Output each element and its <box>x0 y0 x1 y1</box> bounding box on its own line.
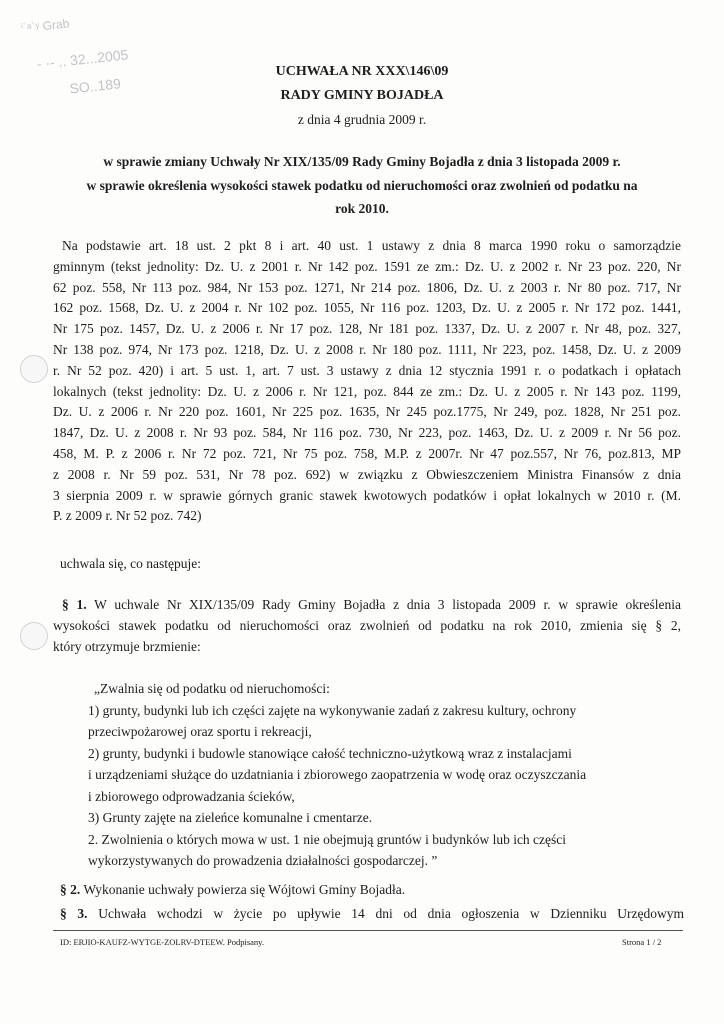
section-1-line-1 <box>53 594 681 615</box>
quote-line: 1) grunty, budynki lub ich części zajęte na wykonywanie zadań z zakresu kultury, ochrony <box>88 702 577 718</box>
basis-line: 162 poz. 1568, Dz. U. z 2004 r. Nr 102 poz. 1055, Nr 116 poz. 1203, Dz. U. z 2005 r. Nr 172 poz. 1441, <box>53 300 681 316</box>
quote-line: przeciwpożarowej oraz sportu i rekreacji, <box>88 724 312 739</box>
basis-line: 1847, Dz. U. z 2008 r. Nr 93 poz. 584, Nr 116 poz. 730, Nr 223, poz. 1463, Dz. U. z 2009 r. Nr 56 poz. <box>53 425 681 441</box>
stamp-line-2: - ·- .. 32...2005 <box>35 46 129 72</box>
section-1-line: wysokości stawek podatku od nieruchomości oraz zwolnień od podatku na rok 2010, zmienia się § 2, <box>53 618 681 633</box>
subject-line-2: w sprawie określenia wysokości stawek podatku od nieruchomości oraz zwolnień od podatku na <box>86 178 638 193</box>
basis-line: Dz. U. z 2006 r. Nr 220 poz. 1601, Nr 225 poz. 1635, Nr 245 poz.1775, Nr 249, poz. 1828, Nr 251 poz. <box>53 404 681 420</box>
document-id: ID: ERJIO-KAUFZ-WYTGE-ZOLRV-DTEEW. Podpisany. <box>60 937 265 947</box>
page-number: Strona 1 / 2 <box>622 937 662 947</box>
section-2 <box>60 882 684 898</box>
basis-line: 458, M. P. z 2006 r. Nr 72 poz. 721, Nr 75 poz. 758, M.P. z 2007r. Nr 47 poz.557, Nr 76, poz.813, MP <box>53 445 681 461</box>
quote-line: „Zwalnia się od podatku od nieruchomości: <box>94 681 330 696</box>
quote-line: 3) Grunty zajęte na zieleńce komunalne i cmentarze. <box>88 810 373 825</box>
footer-divider <box>53 930 683 931</box>
section-3 <box>60 906 684 922</box>
stamp-line-3: SO..189 <box>68 75 122 97</box>
basis-line: Nr 138 poz. 974, Nr 173 poz. 1218, Dz. U. z 2008 r. Nr 180 poz. 1111, Nr 223, poz. 1458, Dz. U. z 2009 <box>53 341 681 357</box>
section-3-text: Uchwała wchodzi w życie po upływie 14 dni od dnia ogłoszenia w Dzienniku Urzędowym <box>87 906 684 921</box>
section-3-mark: § 3. <box>60 906 88 921</box>
quote-line: 2) grunty, budynki i budowle stanowiące całość techniczno-użytkową wraz z instalacjami <box>88 745 572 761</box>
basis-line: z 2008 r. Nr 59 poz. 531, Nr 78 poz. 692) w związku z Obwieszczeniem Ministra Finansów z dnia <box>53 466 681 482</box>
section-1 <box>53 594 681 657</box>
section-2-mark: § 2. <box>60 882 81 897</box>
stamp-line-1: ⁱ˙ᵃ˙ʸ Grab <box>20 16 70 36</box>
resolution-title: UCHWAŁA NR XXX\146\09 <box>275 64 449 79</box>
basis-line: Na podstawie art. 18 ust. 2 pkt 8 i art. 40 ust. 1 ustawy z dnia 8 marca 1990 roku o samorządzie <box>62 238 681 253</box>
quote-line: i zbiorowego odprowadzania ścieków, <box>88 788 295 804</box>
resolves-statement: uchwala się, co następuje: <box>60 556 201 571</box>
basis-line: r. Nr 52 poz. 420) i art. 5 ust. 1, art. 7 ust. 3 ustawy z dnia 12 stycznia 1991 r. o podatkach i opłatach <box>53 362 681 378</box>
punch-hole <box>20 355 48 383</box>
basis-line: P. z 2009 r. Nr 52 poz. 742) <box>53 508 202 524</box>
quote-line: wykorzystywanych do prowadzenia działalności gospodarczej. ” <box>88 853 438 868</box>
basis-line: 3 sierpnia 2009 r. w sprawie górnych granic stawek kwotowych podatków i opłat lokalnych w 2010 r. (M. <box>53 487 681 503</box>
basis-line: Nr 175 poz. 1457, Dz. U. z 2006 r. Nr 17 poz. 128, Nr 181 poz. 1337, Dz. U. z 2007 r. Nr 48, poz. 327, <box>53 321 681 337</box>
basis-line: 62 poz. 558, Nr 113 poz. 984, Nr 153 poz. 1271, Nr 214 poz. 1806, Dz. U. z 2003 r. Nr 80 poz. 717, Nr <box>53 279 681 295</box>
subject-line-1: w sprawie zmiany Uchwały Nr XIX/135/09 Rady Gminy Bojadła z dnia 3 listopada 2009 r. <box>103 154 621 169</box>
subject-line-3: rok 2010. <box>335 201 389 216</box>
punch-hole <box>20 622 48 650</box>
section-1-line: który otrzymuje brzmienie: <box>53 639 201 654</box>
section-1-mark: § 1. <box>62 597 87 612</box>
basis-line: lokalnych (tekst jednolity: Dz. U. z 2006 r. Nr 121, poz. 844 ze zm.: Dz. U. z 2005 r. Nr 143 poz. 1199, <box>53 383 681 399</box>
council-name: RADY GMINY BOJADŁA <box>280 88 444 103</box>
resolution-date: z dnia 4 grudnia 2009 r. <box>297 112 427 127</box>
section-2-text: Wykonanie uchwały powierza się Wójtowi Gminy Bojadła. <box>80 882 406 897</box>
quote-line: 2. Zwolnienia o których mowa w ust. 1 nie obejmują gruntów i budynków lub ich części <box>88 831 567 847</box>
legal-basis-paragraph <box>53 236 681 527</box>
section-1-text: W uchwale Nr XIX/135/09 Rady Gminy Bojadła z dnia 3 listopada 2009 r. w sprawie określenia <box>86 597 681 612</box>
amended-paragraph-quote <box>88 678 672 872</box>
quote-line: i urządzeniami służące do uzdatniania i zbiorowego zaopatrzenia w wodę oraz oczyszczania <box>88 767 587 782</box>
basis-line: gminnym (tekst jednolity: Dz. U. z 2001 r. Nr 142 poz. 1591 ze zm.: Dz. U. z 2002 r. Nr 23 poz. 220, Nr <box>53 258 681 274</box>
